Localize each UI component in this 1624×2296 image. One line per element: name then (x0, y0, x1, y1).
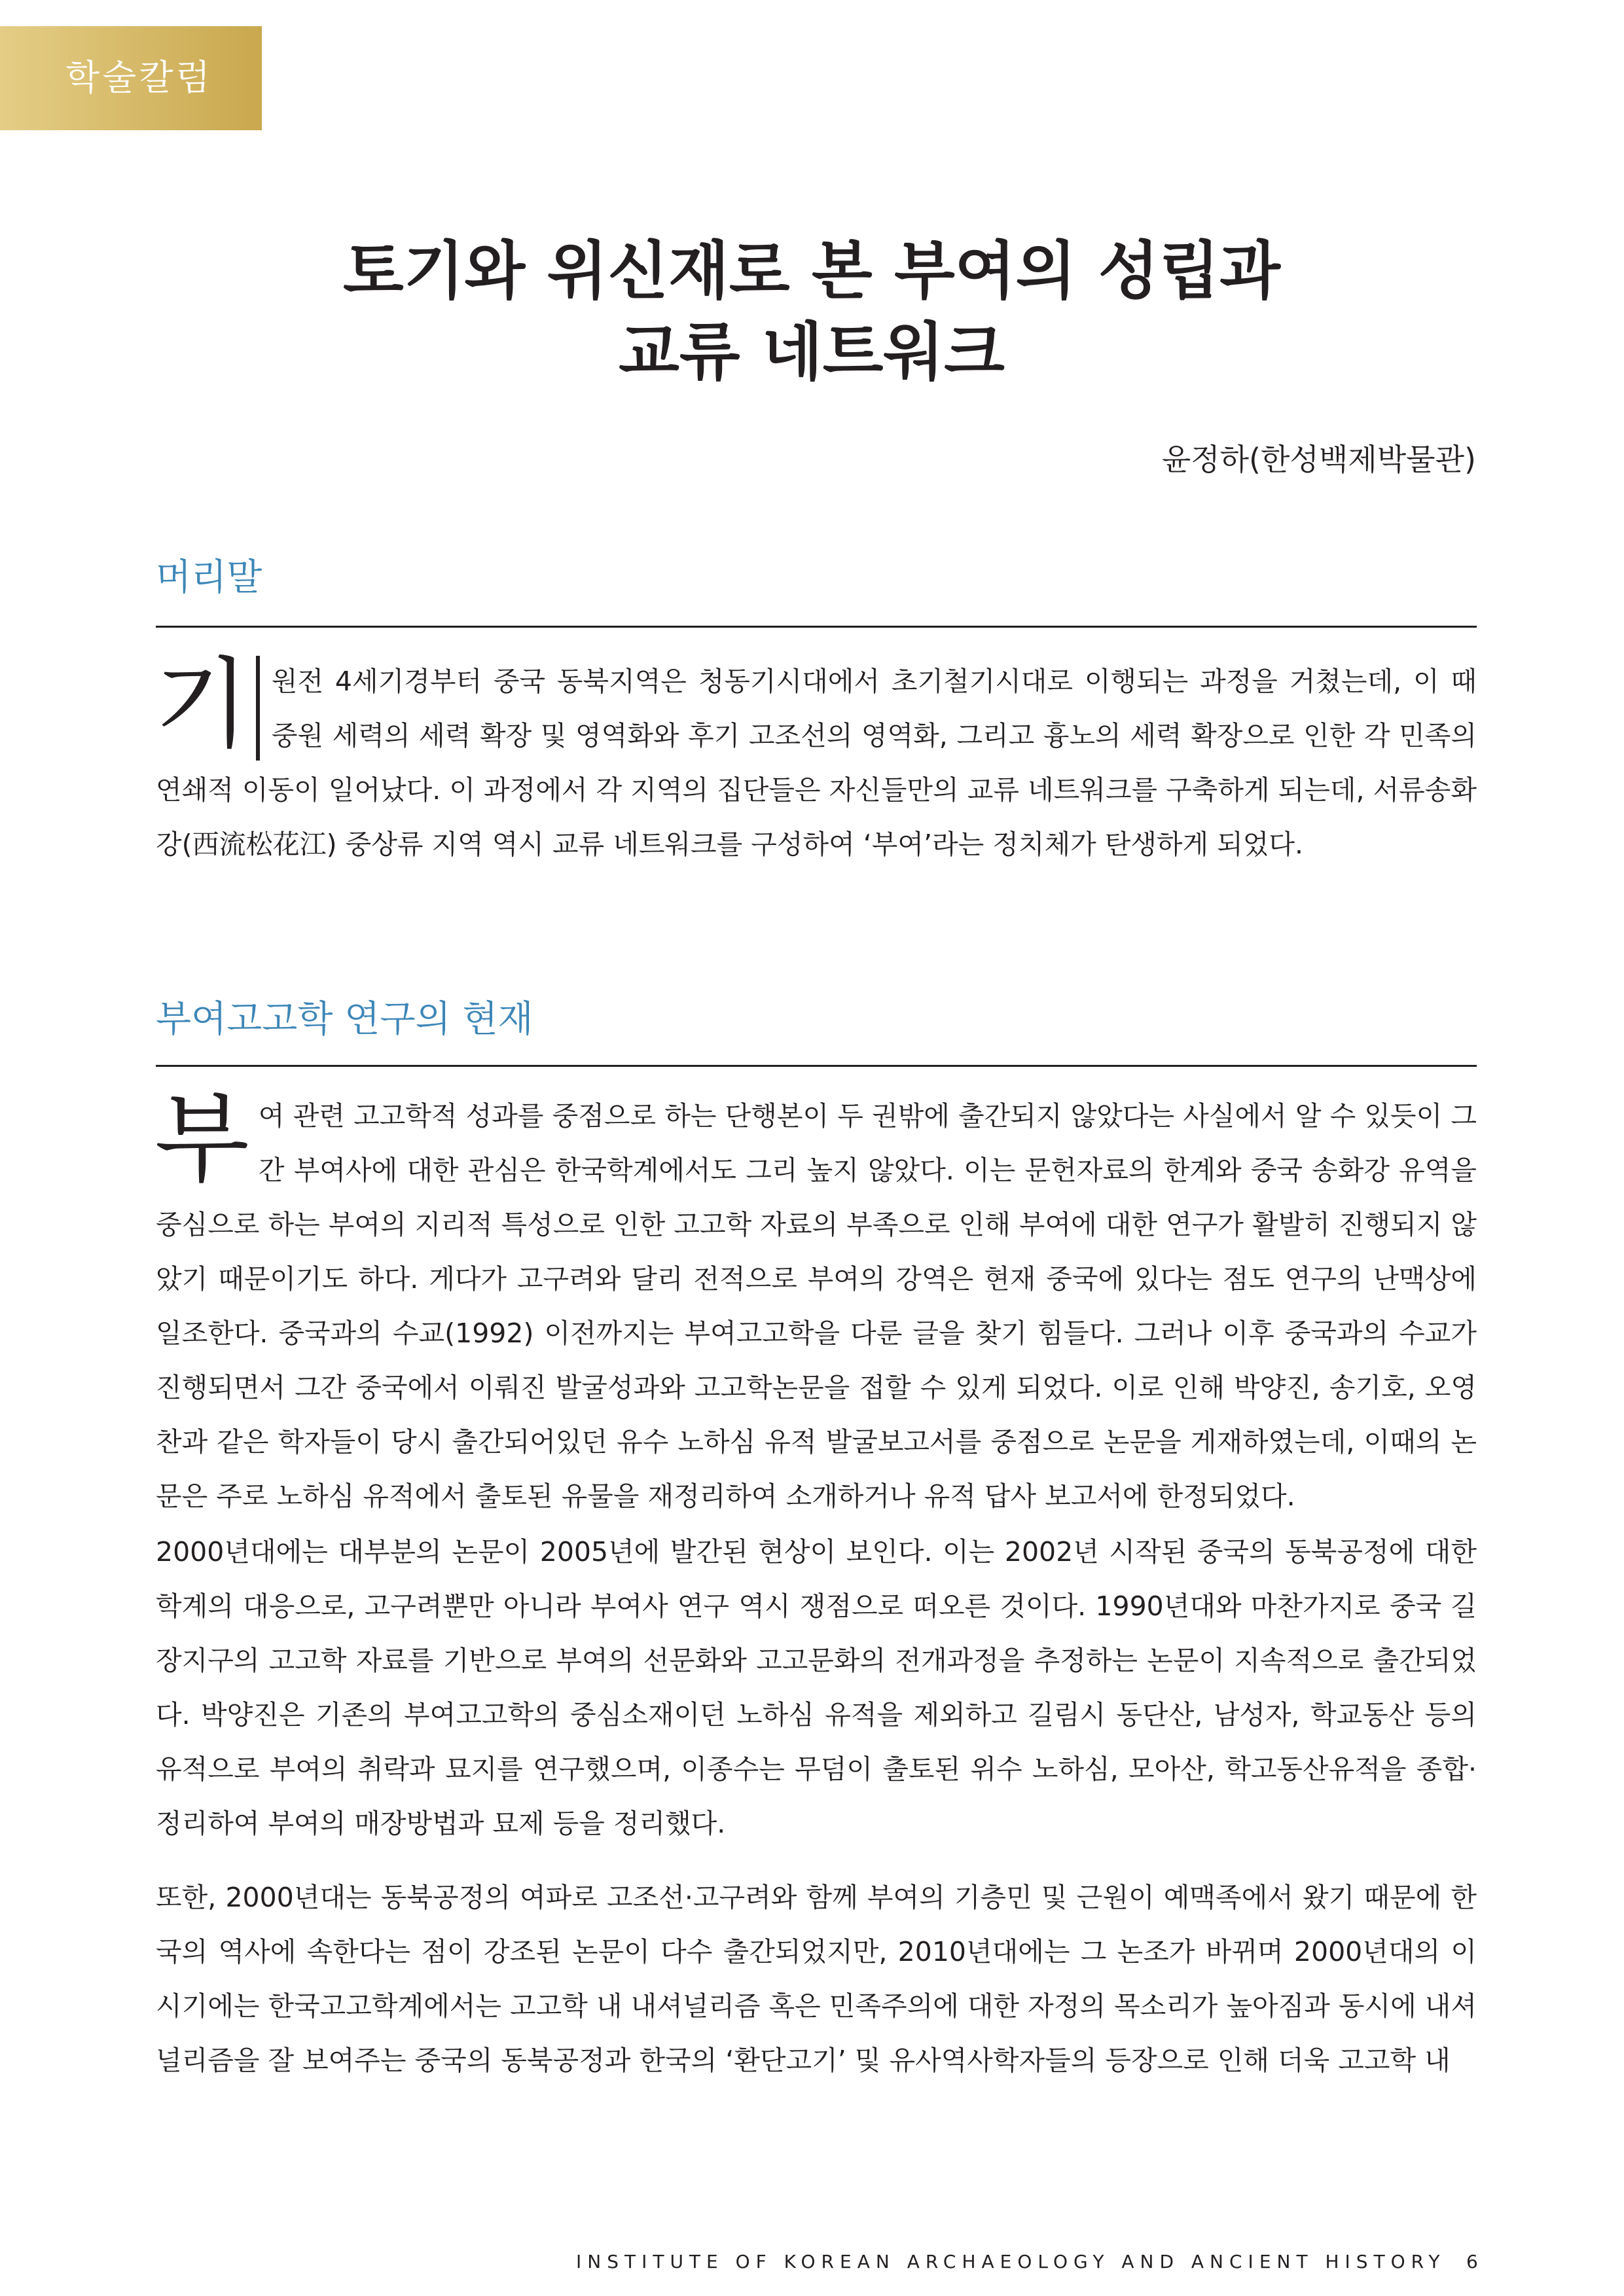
page-number: 6 (1466, 2251, 1478, 2272)
section-rule-research (156, 1065, 1477, 1067)
section-rule-intro (156, 626, 1477, 628)
author-byline: 윤정하(한성백제박물관) (1161, 442, 1476, 477)
article-title (131, 230, 1492, 393)
paragraph-intro (154, 648, 1477, 872)
title-line-2: 교류 네트워크 (619, 315, 1005, 389)
paragraph-research-1-text: 여 관련 고고학적 성과를 중점으로 하는 단행본이 두 권밖에 출간되지 않았다는 사실에서 알 수 있듯이 그간 부여사에 대한 관심은 한국학계에서도 그리 높지 않았다. 이는 문헌자료의 한계와 중국 송화강 유역을 중심으로 하는 부여의 지리적 특성으로 인한 고고학 자료의 부족으로 인해 부여에 대한 연구가 활발히 진행되지 않았기 때문이기도 하다. 게다가 고구려와 달리 전적으로 부여의 강역은 현재 중국에 있다는 점도 연구의 난맥상에 일조한다. 중국과의 수교(1992) 이전까지는 부여고고학을 다룬 글을 찾기 힘들다. 그러나 이후 중국과의 수교가 진행되면서 그간 중국에서 이뤄진 발굴성과와 고고학논문을 접할 수 있게 되었다. 이로 인해 박양진, 송기호, 오영찬과 같은 학자들이 당시 출간되어있던 유수 노하심 유적 발굴보고서를 중점으로 논문을 게재하였는데, 이때의 논문은 주로 노하심 유적에서 출토된 유물을 재정리하여 소개하거나 유적 답사 보고서에 한정되었다. (156, 1100, 1477, 1512)
section-tag (0, 26, 262, 130)
section-tag-label: 학술칼럼 (65, 57, 213, 98)
paragraph-research-1 (154, 1083, 1477, 1524)
footer-institute: INSTITUTE OF KOREAN ARCHAEOLOGY AND ANCIENT HISTORY (576, 2251, 1446, 2272)
dropcap-intro: 기 (154, 656, 260, 761)
section-heading-research: 부여고고학 연구의 현재 (156, 998, 533, 1041)
paragraph-intro-text: 원전 4세기경부터 중국 동북지역은 청동기시대에서 초기철기시대로 이행되는 과정을 거쳤는데, 이 때 중원 세력의 세력 확장 및 영역화와 후기 고조선의 영역화, 그리고 흉노의 세력 확장으로 인한 각 민족의 연쇄적 이동이 일어났다. 이 과정에서 각 지역의 집단들은 자신들만의 교류 네트워크를 구축하게 되는데, 서류송화강(西流松花江) 중상류 지역 역시 교류 네트워크를 구성하여 ‘부여’라는 정치체가 탄생하게 되었다. (156, 666, 1477, 860)
paragraph-research-3: 또한, 2000년대는 동북공정의 여파로 고조선·고구려와 함께 부여의 기층민 및 근원이 예맥족에서 왔기 때문에 한국의 역사에 속한다는 점이 강조된 논문이 다수 출간되었지만, 2010년대에는 그 논조가 바뀌며 2000년대의 이 시기에는 한국고고학계에서는 고고학 내 내셔널리즘 혹은 민족주의에 대한 자정의 목소리가 높아짐과 동시에 내셔널리즘을 잘 보여주는 중국의 동북공정과 한국의 ‘환단고기’ 및 유사역사학자들의 등장으로 인해 더욱 고고학 내 (156, 1882, 1477, 2076)
paragraph-research-2: 2000년대에는 대부분의 논문이 2005년에 발간된 현상이 보인다. 이는 2002년 시작된 중국의 동북공정에 대한 학계의 대응으로, 고구려뿐만 아니라 부여사 연구 역시 쟁점으로 떠오른 것이다. 1990년대와 마찬가지로 중국 길장지구의 고고학 자료를 기반으로 부여의 선문화와 고고문화의 전개과정을 추정하는 논문이 지속적으로 출간되었다. 박양진은 기존의 부여고고학의 중심소재이던 노하심 유적을 제외하고 길림시 동단산, 남성자, 학교동산 등의 유적으로 부여의 취락과 묘지를 연구했으며, 이종수는 무덤이 출토된 위수 노하심, 모아산, 학고동산유적을 종합·정리하여 부여의 매장방법과 묘제 등을 정리했다. (156, 1536, 1477, 1839)
section-heading-intro: 머리말 (156, 556, 262, 599)
title-line-1: 토기와 위신재로 본 부여의 성립과 (343, 234, 1280, 308)
dropcap-research: 부 (154, 1083, 249, 1196)
